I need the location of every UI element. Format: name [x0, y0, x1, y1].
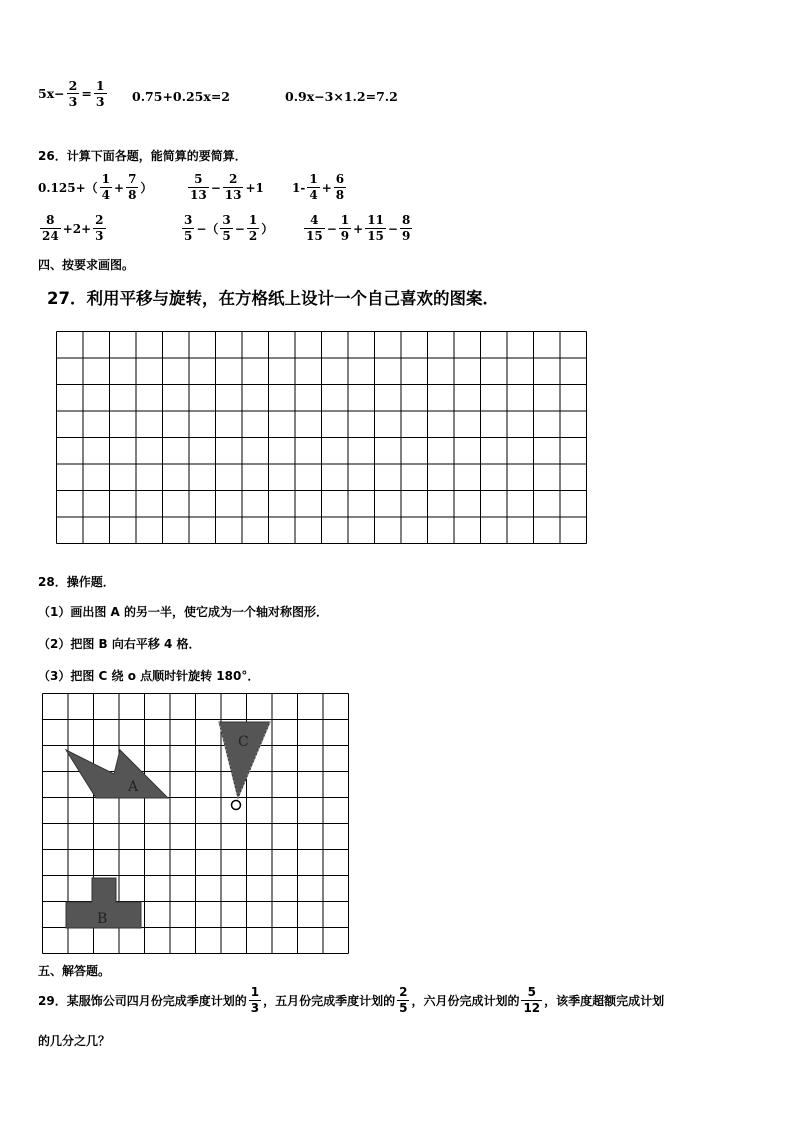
section-4-heading: 四、按要求画图。 [38, 258, 135, 272]
fraction: $\frac{1}{4}$ [309, 172, 318, 202]
shape-c-label: C [238, 734, 249, 750]
q26-expr-4: $\frac{8}{24}$ +2+ $\frac{2}{3}$ [42, 213, 104, 243]
eq1-equals: = [81, 86, 92, 101]
shape-a [66, 750, 168, 798]
q29-line-2: 的几分之几？ [38, 1034, 111, 1048]
section-5-heading: 五、解答题。 [38, 964, 111, 978]
fraction: $\frac{2}{13}$ [224, 172, 242, 202]
fraction: $\frac{7}{8}$ [128, 172, 137, 202]
fraction: $\frac{5}{12}$ [523, 985, 541, 1015]
fraction: $\frac{2}{3}$ [95, 213, 104, 243]
q28-item-1: （1）画出图 A 的另一半，使它成为一个轴对称图形． [38, 605, 328, 619]
fraction: $\frac{1}{9}$ [340, 213, 350, 243]
q26-title: 26．计算下面各题，能简算的要简算． [38, 149, 247, 163]
shape-a-label: A [128, 779, 139, 795]
fraction: $\frac{6}{8}$ [335, 172, 345, 202]
q26-expr-6: $\frac{4}{15}$ − $\frac{1}{9}$ + $\frac{11}{15}$ − $\frac{8}{9}$ [306, 213, 411, 243]
eq1-lhs: 5x− [38, 86, 65, 101]
fraction: $\frac{1}{2}$ [248, 213, 258, 243]
q27-grid-paper[interactable] [56, 331, 588, 545]
eq1-rhs-fraction: $\frac{1}{3}$ [95, 78, 105, 109]
fraction: $\frac{11}{15}$ [367, 213, 384, 243]
fraction: $\frac{8}{24}$ [42, 213, 59, 243]
q28-title: 28．操作题． [38, 575, 115, 589]
q27-title: 27．利用平移与旋转，在方格纸上设计一个自己喜欢的图案． [47, 289, 499, 308]
q26-expr-3: 1- $\frac{1}{4}$ + $\frac{6}{8}$ [292, 172, 345, 202]
shape-b-label: B [97, 911, 108, 927]
q28-item-2: （2）把图 B 向右平移 4 格． [38, 637, 201, 651]
equation-row [38, 78, 109, 109]
equation-3: 0.9x−3×1.2=7.2 [285, 89, 398, 104]
fraction: $\frac{3}{5}$ [222, 213, 231, 243]
q26-expr-2: $\frac{5}{13}$ − $\frac{2}{13}$ +1 [190, 172, 264, 202]
eq1-fraction: $\frac{2}{3}$ [68, 78, 78, 109]
fraction: $\frac{3}{5}$ [184, 213, 193, 243]
q26-expr-1: 0.125+（ $\frac{1}{4}$ + $\frac{7}{8}$ ） [38, 172, 153, 202]
fraction: $\frac{8}{9}$ [401, 213, 411, 243]
q29-line-1: 29．某服饰公司四月份完成季度计划的 $\frac{1}{3}$ ，五月份完成季度计划的 $\frac{2}{5}$ ，六月份完成计划的 $\frac{5}{12}$ ，该季度超额完成计划 [38, 985, 665, 1015]
fraction: $\frac{4}{15}$ [306, 213, 323, 243]
q28-item-3: （3）把图 C 绕 o 点顺时针旋转 180°． [38, 669, 260, 683]
q26-expr-5: $\frac{3}{5}$ −（ $\frac{3}{5}$ − $\frac{1}{2}$ ） [184, 213, 274, 243]
fraction: $\frac{1}{3}$ [250, 985, 260, 1015]
fraction: $\frac{5}{13}$ [190, 172, 207, 202]
fraction: $\frac{2}{5}$ [399, 985, 408, 1015]
q28-grid-figure[interactable] [42, 693, 354, 957]
equation-2: 0.75+0.25x=2 [132, 89, 230, 104]
fraction: $\frac{1}{4}$ [101, 172, 110, 202]
rotation-point-o [232, 801, 241, 810]
